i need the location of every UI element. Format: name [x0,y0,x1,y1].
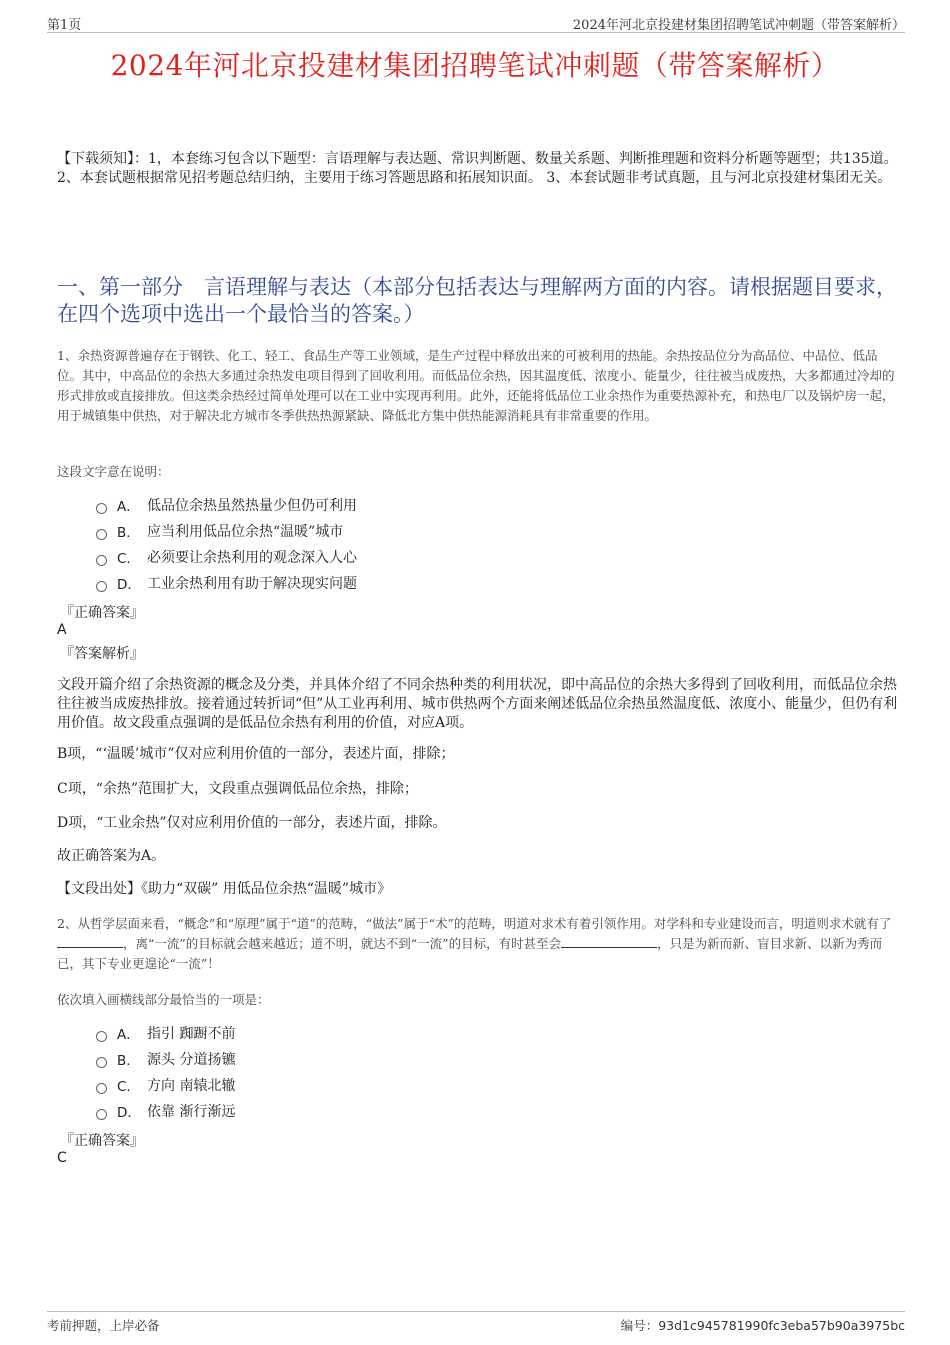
radio-icon[interactable] [96,1057,107,1068]
analysis-conclusion: 故正确答案为A。 [57,848,166,864]
page-number: 第1页 [47,18,82,33]
radio-icon[interactable] [96,529,107,540]
document-code: 编号：93d1c945781990fc3eba57b90a3975bc [620,1318,905,1333]
option-text: 方向 南辕北辙 [147,1078,236,1094]
option-text: 低品位余热虽然热量少但仍可利用 [147,498,357,514]
option-text: 依靠 渐行渐远 [147,1104,236,1120]
option-d[interactable]: D． 依靠 渐行渐远 [96,1098,235,1124]
page-footer [47,1311,905,1334]
option-text: 工业余热利用有助于解决现实问题 [147,576,357,592]
header-doc-title: 2024年河北京投建材集团招聘笔试冲刺题（带答案解析） [572,18,905,33]
option-text: 应当利用低品位余热“温暖”城市 [147,524,344,540]
option-b[interactable]: B． 应当利用低品位余热“温暖”城市 [96,518,357,544]
radio-icon[interactable] [96,503,107,514]
radio-icon[interactable] [96,581,107,592]
footer-slogan: 考前押题，上岸必备 [47,1318,160,1333]
option-a[interactable]: A． 指引 踟蹰不前 [96,1020,235,1046]
analysis-paragraph: C项，“余热”范围扩大，文段重点强调低品位余热，排除； [57,781,419,797]
option-c[interactable]: C． 必须要让余热利用的观念深入人心 [96,544,357,570]
option-text: 必须要让余热利用的观念深入人心 [147,550,357,566]
radio-icon[interactable] [96,1083,107,1094]
question-2-options [96,1020,235,1124]
page-header [47,12,905,33]
fill-blank [57,935,123,948]
answer-value: A [57,622,67,638]
option-a[interactable]: A． 低品位余热虽然热量少但仍可利用 [96,492,357,518]
answer-value: C [57,1150,67,1166]
download-notice: 【下载须知】：1，本套练习包含以下题型：言语理解与表达题、常识判断题、数量关系题、判断推理题和资料分析题等题型；共135道。 2、本套试题根据常见招考题总结归纳，主要用于练习答题思路和拓展知识面。 3、本套试题非考试真题，且与河北京投建材集团无关。 [57,151,898,186]
option-text: 指引 踟蹰不前 [147,1026,236,1042]
question-2-prompt: 依次填入画横线部分最恰当的一项是： [57,992,270,1007]
question-1-text: 1、余热资源普遍存在于钢铁、化工、轻工、食品生产等工业领域，是生产过程中释放出来的可被利用的热能。余热按品位分为高品位、中品位、低品位。其中，中高品位的余热大多通过余热发电项目得到了回收利用。而低品位余热，因其温度低、浓度小、能量少，往往被当成废热，大多都通过冷却的形式排放或直接排放。但这类余热经过简单处理可以在工业中实现再利用。此外，还能将低品位工业余热作为重要热源补充，和热电厂以及锅炉房一起，用于城镇集中供热，对于解决北方城市冬季供热热源紧缺、降低北方集中供热能源消耗具有非常重要的作用。 [57,348,895,423]
analysis-label: 『答案解析』 [60,646,144,662]
option-d[interactable]: D． 工业余热利用有助于解决现实问题 [96,570,357,596]
answer-label: 『正确答案』 [60,1133,144,1149]
radio-icon[interactable] [96,555,107,566]
question-2-text: 2、从哲学层面来看，“概念”和“原理”属于“道”的范畴，“做法”属于“术”的范畴，明道对求术有着引领作用。对学科和专业建设而言，明道则求术就有了，离“一流”的目标就会越来越近；道不明，就达不到“一流”的目标，有时甚至会 ，只是为新而新、盲目求新、以新为秀而已，其下专业更遑论“一流”！ [57,916,892,971]
answer-label: 『正确答案』 [60,605,144,621]
radio-icon[interactable] [96,1031,107,1042]
option-text: 源头 分道扬镳 [147,1052,236,1068]
document-title: 2024年河北京投建材集团招聘笔试冲刺题（带答案解析） [110,49,840,82]
option-b[interactable]: B． 源头 分道扬镳 [96,1046,235,1072]
analysis-paragraph: 文段开篇介绍了余热资源的概念及分类，并具体介绍了不同余热种类的利用状况，即中高品位的余热大多得到了回收利用，而低品位余热往往被当成废热排放。接着通过转折词“但”从工业再利用、城市供热两个方面来阐述低品位余热虽然温度低、浓度小、能量少，但仍有利用价值。故文段重点强调的是低品位余热有利用的价值，对应A项。 [57,677,898,731]
question-1-options [96,492,357,596]
question-1-prompt: 这段文字意在说明： [57,464,170,479]
radio-icon[interactable] [96,1109,107,1120]
analysis-paragraph: D项，“工业余热”仅对应利用价值的一部分，表述片面，排除。 [57,815,447,831]
fill-blank [561,935,657,948]
analysis-paragraph: B项，“‘温暖’城市”仅对应利用价值的一部分，表述片面，排除； [57,746,455,762]
source-citation: 【文段出处】《助力“双碳” 用低品位余热“温暖”城市》 [57,881,392,897]
option-c[interactable]: C． 方向 南辕北辙 [96,1072,235,1098]
section-heading: 一、第一部分 言语理解与表达（本部分包括表达与理解两方面的内容。请根据题目要求，在四个选项中选出一个最恰当的答案。） [57,275,897,326]
